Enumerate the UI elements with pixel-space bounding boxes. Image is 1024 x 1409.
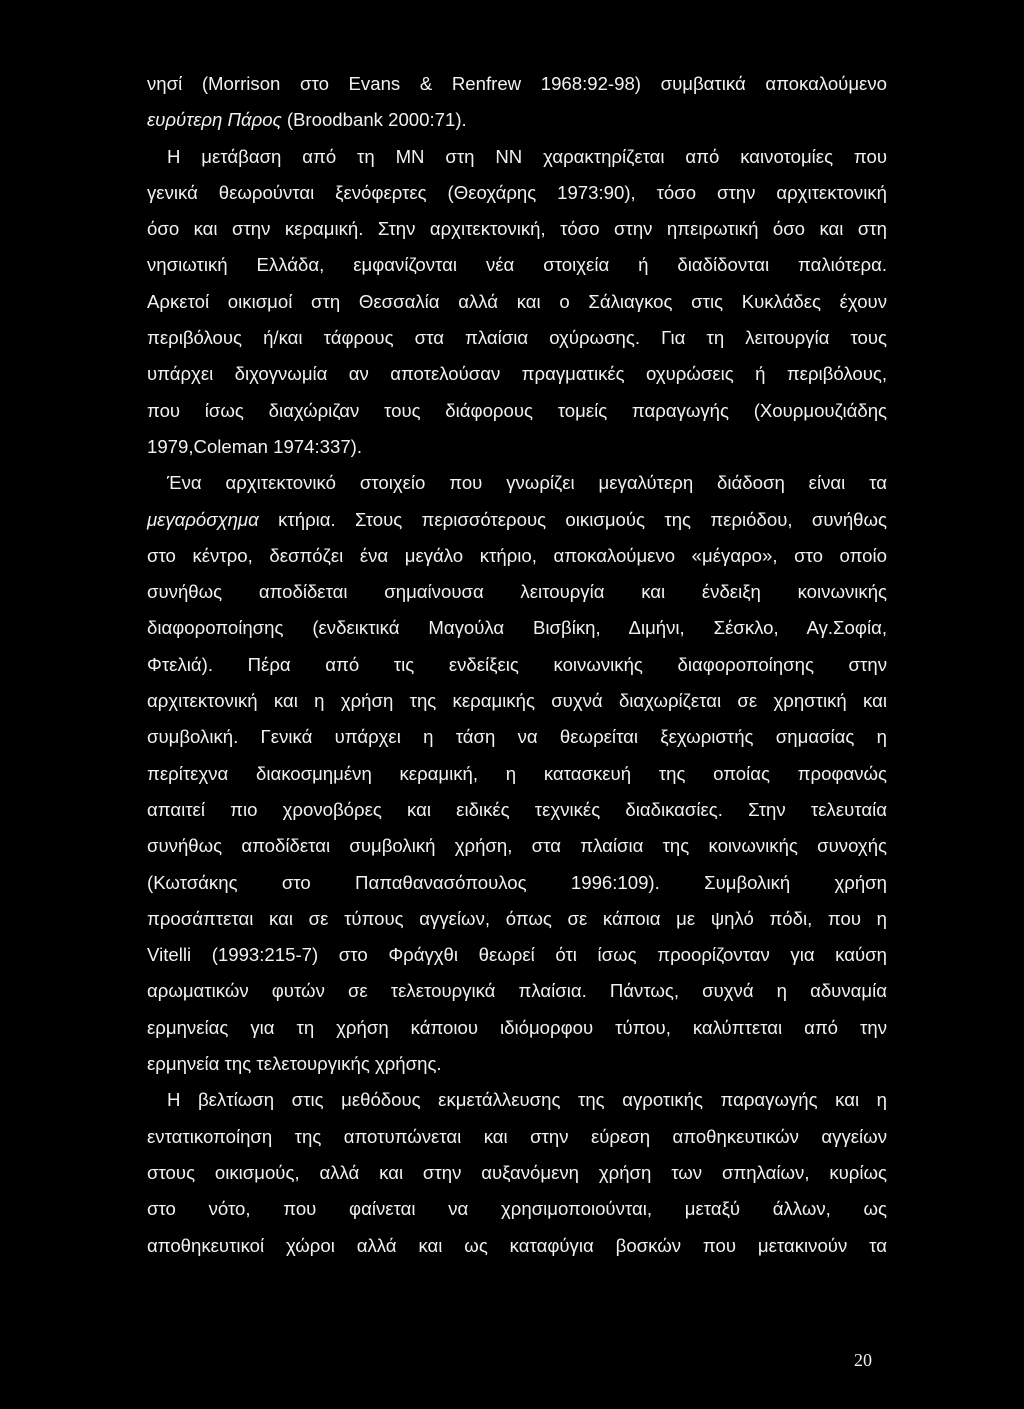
text-line — [147, 792, 887, 828]
text-span: 1979,Coleman 1974:337). — [147, 435, 363, 457]
text-line — [147, 756, 887, 792]
text-span: στο νότο, που φαίνεται να χρησιμοποιούνται, μεταξύ άλλων, ως — [147, 1198, 887, 1220]
text-span: αρχιτεκτονική και η χρήση της κεραμικής συχνά διαχωρίζεται σε χρηστική και — [147, 690, 887, 712]
page-number: 20 — [854, 1350, 872, 1370]
text-span: περίτεχνα διακοσμημένη κεραμική, η κατασκευή της οποίας προφανώς — [147, 762, 887, 784]
text-span: Ένα αρχιτεκτονικό στοιχείο που γνωρίζει μεγαλύτερη διάδοση είναι τα — [167, 472, 887, 494]
text-line — [147, 139, 887, 175]
text-line — [147, 211, 887, 247]
italic-term: ευρύτερη Πάρος — [147, 109, 282, 131]
text-span: περιβόλους ή/και τάφρους στα πλαίσια οχύρωσης. Για τη λειτουργία τους — [147, 327, 887, 349]
text-line — [147, 175, 887, 211]
text-line — [147, 683, 887, 719]
text-line — [147, 102, 887, 138]
text-span: συνήθως αποδίδεται συμβολική χρήση, στα πλαίσια της κοινωνικής συνοχής — [147, 835, 887, 857]
text-span: νησιωτική Ελλάδα, εμφανίζονται νέα στοιχεία ή διαδίδονται παλιότερα. — [147, 254, 887, 276]
text-line — [147, 247, 887, 283]
text-line — [147, 901, 887, 937]
text-line — [147, 865, 887, 901]
text-span: αποθηκευτικοί χώροι αλλά και ως καταφύγια βοσκών που μετακινούν τα — [147, 1234, 887, 1256]
text-span: κτήρια. Στους περισσότερους οικισμούς της περιόδου, συνήθως — [258, 508, 887, 530]
text-line — [147, 828, 887, 864]
text-line — [147, 1155, 887, 1191]
text-line — [147, 937, 887, 973]
text-line — [147, 647, 887, 683]
text-line — [147, 1119, 887, 1155]
text-span: Φτελιά). Πέρα από τις ενδείξεις κοινωνικής διαφοροποίησης στην — [147, 653, 887, 675]
text-span: (Κωτσάκης στο Παπαθανασόπουλος 1996:109). Συμβολική χρήση — [147, 871, 887, 893]
text-span: εντατικοποίηση της αποτυπώνεται και στην εύρεση αποθηκευτικών αγγείων — [147, 1125, 887, 1147]
text-span: Vitelli (1993:215-7) στο Φράγχθι θεωρεί ότι ίσως προορίζονταν για καύση — [147, 944, 887, 966]
text-span: στο κέντρο, δεσπόζει ένα μεγάλο κτήριο, αποκαλούμενο «μέγαρο», στο οποίο — [147, 544, 887, 566]
italic-term: μεγαρόσχημα — [147, 508, 259, 530]
text-line — [147, 1010, 887, 1046]
text-span: Αρκετοί οικισμοί στη Θεσσαλία αλλά και ο Σάλιαγκος στις Κυκλάδες έχουν — [147, 290, 887, 312]
text-span: στους οικισμούς, αλλά και στην αυξανόμενη χρήση των σπηλαίων, κυρίως — [147, 1161, 887, 1183]
text-line — [147, 1082, 887, 1118]
text-line — [147, 465, 887, 501]
text-span: προσάπτεται και σε τύπους αγγείων, όπως σε κάποια με ψηλό πόδι, που η — [147, 907, 887, 929]
text-span: Η βελτίωση στις μεθόδους εκμετάλλευσης της αγροτικής παραγωγής και η — [167, 1089, 887, 1111]
text-line — [147, 538, 887, 574]
text-span: που ίσως διαχώριζαν τους διάφορους τομείς παραγωγής (Χουρμουζιάδης — [147, 399, 887, 421]
text-span: νησί (Morrison στο Evans & Renfrew 1968:92-98) συμβατικά αποκαλούμενο — [147, 73, 887, 94]
text-span: ερμηνεία της τελετουργικής χρήσης. — [147, 1053, 442, 1075]
text-line — [147, 356, 887, 392]
text-line — [147, 429, 887, 465]
text-line — [147, 1046, 887, 1082]
text-span: όσο και στην κεραμική. Στην αρχιτεκτονική, τόσο στην ηπειρωτική όσο και στη — [147, 218, 887, 240]
text-span: ερμηνείας για τη χρήση κάποιου ιδιόμορφου τύπου, καλύπτεται από την — [147, 1016, 887, 1038]
text-line — [147, 393, 887, 429]
text-line — [147, 574, 887, 610]
text-span: υπάρχει διχογνωμία αν αποτελούσαν πραγματικές οχυρώσεις ή περιβόλους, — [147, 363, 887, 385]
body-text — [147, 66, 887, 1264]
text-line — [147, 719, 887, 755]
text-line — [147, 284, 887, 320]
text-line — [147, 502, 887, 538]
text-span: συνήθως αποδίδεται σημαίνουσα λειτουργία και ένδειξη κοινωνικής — [147, 581, 887, 603]
text-span: Η μετάβαση από τη ΜΝ στη ΝΝ χαρακτηρίζεται από καινοτομίες που — [167, 145, 887, 167]
text-line — [147, 610, 887, 646]
text-line — [147, 320, 887, 356]
text-span: (Broodbank 2000:71). — [281, 109, 467, 131]
text-line — [147, 1191, 887, 1227]
text-span: αρωματικών φυτών σε τελετουργικά πλαίσια. Πάντως, συχνά η αδυναμία — [147, 980, 887, 1002]
text-line — [147, 66, 887, 102]
text-span: απαιτεί πιο χρονοβόρες και ειδικές τεχνικές διαδικασίες. Στην τελευταία — [147, 798, 887, 820]
text-span: συμβολική. Γενικά υπάρχει η τάση να θεωρείται ξεχωριστής σημασίας η — [147, 726, 887, 748]
text-span: γενικά θεωρούνται ξενόφερτες (Θεοχάρης 1973:90), τόσο στην αρχιτεκτονική — [147, 181, 887, 203]
text-line — [147, 973, 887, 1009]
text-span: διαφοροποίησης (ενδεικτικά Μαγούλα Βισβίκη, Διμήνι, Σέσκλο, Αγ.Σοφία, — [147, 617, 887, 639]
text-line — [147, 1228, 887, 1264]
